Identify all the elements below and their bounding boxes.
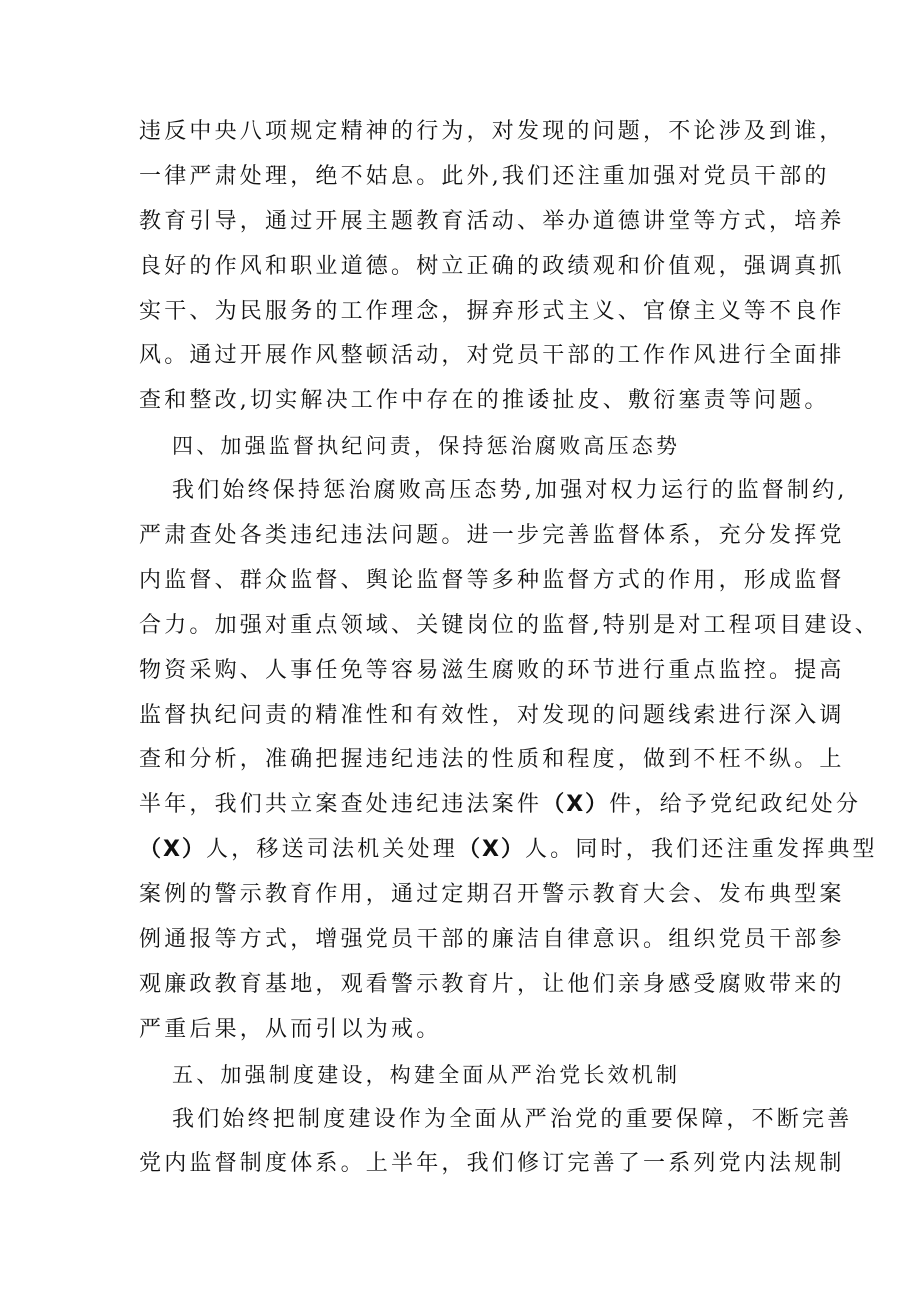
text-span: 人，移送司法机关处理 xyxy=(205,837,458,863)
paragraph-line: 内监督、群众监督、舆论监督等多种监督方式的作用，形成监督 xyxy=(139,567,845,593)
paragraph-line: 党内监督制度体系。上半年，我们修订完善了一系列党内法规制 xyxy=(139,1151,845,1177)
paragraph-line: 严重后果，从而引以为戒。 xyxy=(139,1016,442,1042)
section-4-heading: 四、加强监督执纪问责，保持惩治腐败高压态势 xyxy=(172,434,681,459)
paragraph-line: 违反中央八项规定精神的行为，对发现的问题，不论涉及到谁， xyxy=(139,119,845,144)
paragraph-line: 风。通过开展作风整顿活动，对党员干部的工作作风进行全面排 xyxy=(139,343,845,369)
paragraph-line: 例通报等方式，增强党员干部的廉洁自律意识。组织党员干部参 xyxy=(139,927,845,953)
paragraph-line: 查和整改,切实解决工作中存在的推诿扯皮、敷衍塞责等问题。 xyxy=(139,388,830,414)
paragraph-line: 合力。加强对重点领域、关键岗位的监督,特别是对工程项目建设、 xyxy=(139,612,880,638)
paragraph-line: 实干、为民服务的工作理念，摒弃形式主义、官僚主义等不良作 xyxy=(139,298,845,324)
document-body xyxy=(139,110,880,1187)
paragraph-line: 一律严肃处理，绝不姑息。此外,我们还注重加强对党员干部的 xyxy=(139,163,830,189)
placeholder-count: （X） xyxy=(542,792,610,818)
paragraph-line: 监督执纪问责的精准性和有效性，对发现的问题线索进行深入调 xyxy=(139,702,845,728)
section-5-heading: 五、加强制度建设，构建全面从严治党长效机制 xyxy=(172,1062,681,1087)
paragraph-line: 我们始终保持惩治腐败高压态势,加强对权力运行的监督制约, xyxy=(172,478,848,504)
placeholder-count: （X） xyxy=(139,837,206,863)
paragraph-line: 我们始终把制度建设作为全面从严治党的重要保障，不断完善 xyxy=(172,1106,853,1132)
paragraph-line: 良好的作风和职业道德。树立正确的政绩观和价值观，强调真抓 xyxy=(139,253,845,279)
paragraph-line: 教育引导，通过开展主题教育活动、举办道德讲堂等方式，培养 xyxy=(139,208,845,234)
paragraph-line: 观廉政教育基地，观看警示教育片，让他们亲身感受腐败带来的 xyxy=(139,971,845,997)
paragraph-line: 严肃查处各类违纪违法问题。进一步完善监督体系，充分发挥党 xyxy=(139,523,845,549)
placeholder-count: （X） xyxy=(457,837,525,863)
paragraph-line xyxy=(139,828,878,873)
paragraph-line: 案例的警示教育作用，通过定期召开警示教育大会、发布典型案 xyxy=(139,882,845,908)
paragraph-line: 查和分析，准确把握违纪违法的性质和程度，做到不枉不纵。上 xyxy=(139,747,845,773)
paragraph-line: 物资采购、人事任免等容易滋生腐败的环节进行重点监控。提高 xyxy=(139,657,845,683)
text-span: 件，给予党纪政纪处分 xyxy=(609,792,862,818)
text-span: 半年，我们共立案查处违纪违法案件 xyxy=(139,792,543,818)
paragraph-line xyxy=(139,783,862,828)
text-span: 人。同时，我们还注重发挥典型 xyxy=(524,837,878,863)
